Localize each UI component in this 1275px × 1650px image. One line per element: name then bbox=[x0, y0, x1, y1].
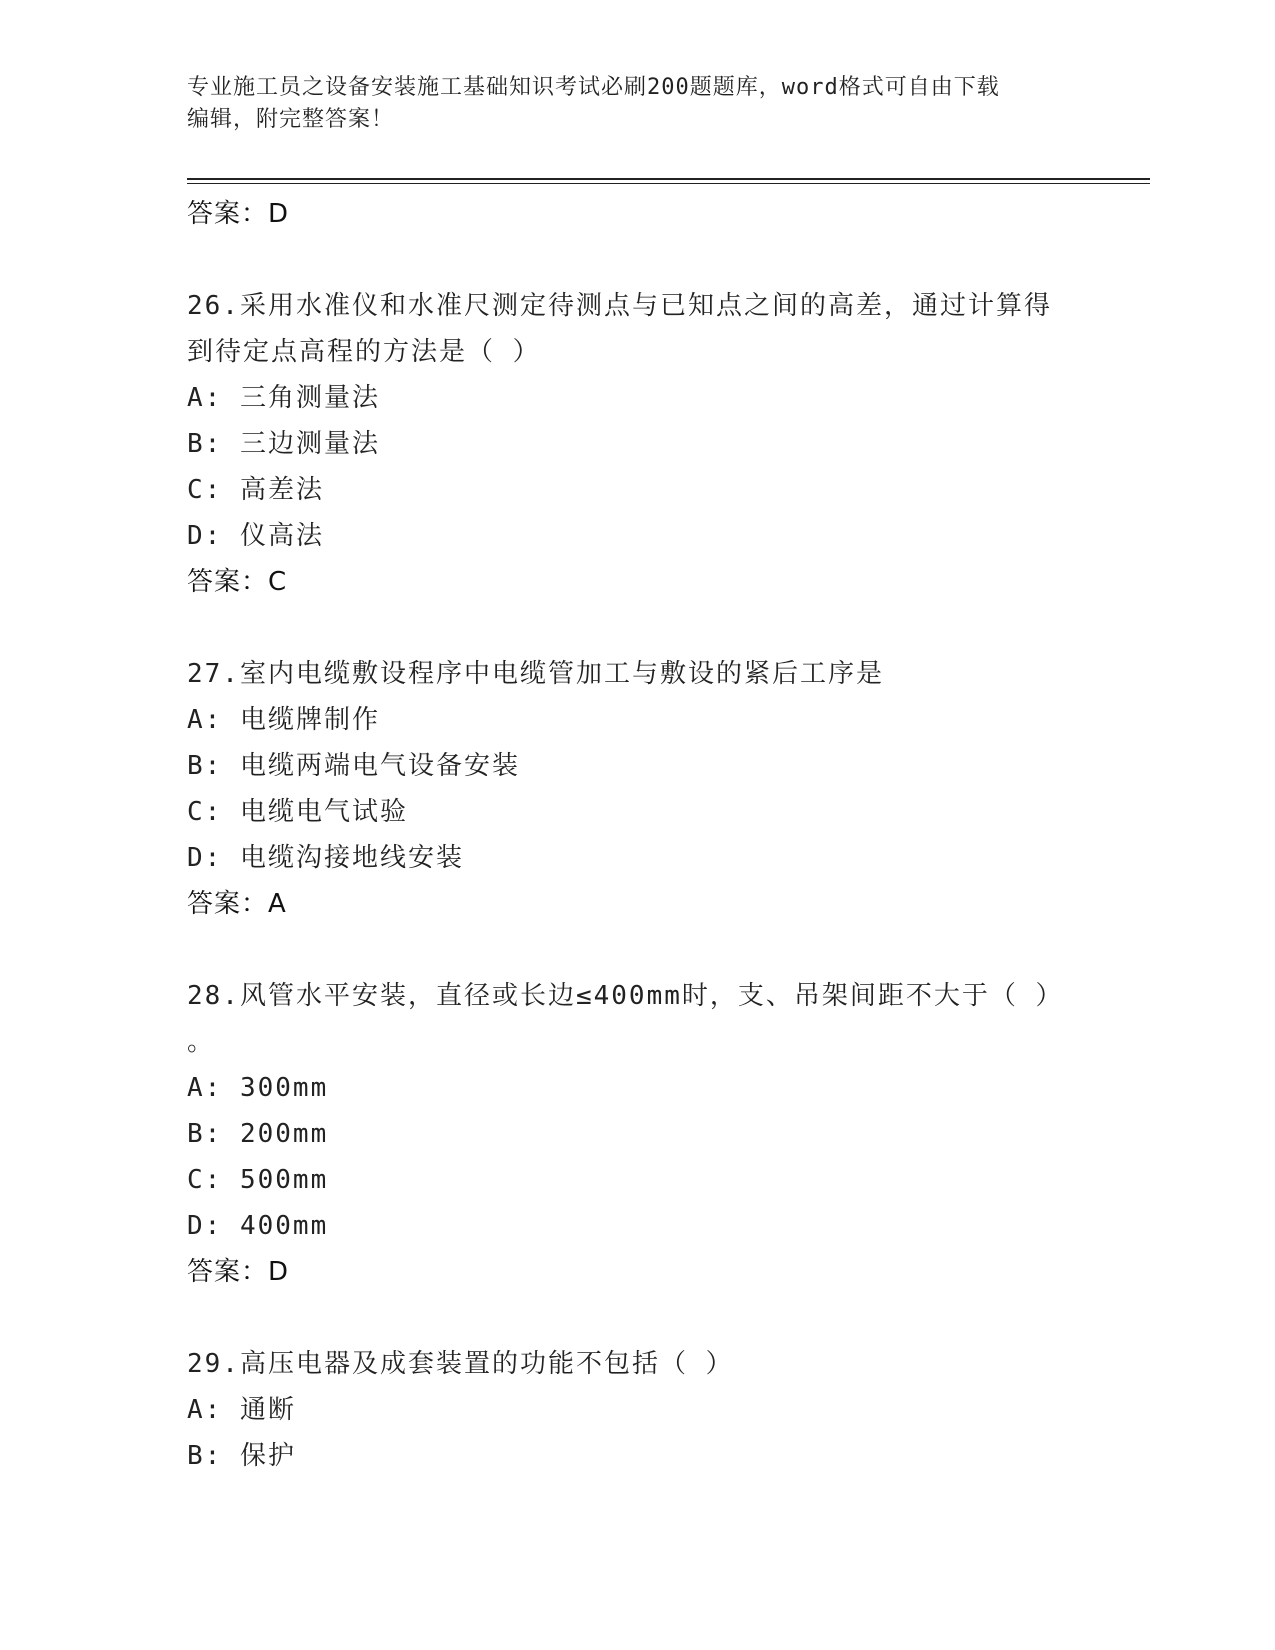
spacer bbox=[187, 927, 1087, 973]
option-b: B: 电缆两端电气设备安装 bbox=[187, 751, 520, 781]
option-b: B: 保护 bbox=[187, 1441, 296, 1471]
header-line-1: 专业施工员之设备安装施工基础知识考试必刷200题题库，word格式可自由下载 bbox=[187, 75, 1000, 100]
header-rule-thick bbox=[187, 178, 1150, 180]
option-a: A: 电缆牌制作 bbox=[187, 705, 380, 735]
question-26 bbox=[187, 283, 1087, 605]
option-a: A: 通断 bbox=[187, 1395, 296, 1425]
question-27 bbox=[187, 651, 1087, 927]
previous-answer: 答案：D bbox=[187, 199, 290, 229]
document-header bbox=[187, 72, 1067, 136]
question-text: 27.室内电缆敷设程序中电缆管加工与敷设的紧后工序是 bbox=[187, 659, 884, 689]
spacer bbox=[187, 237, 1087, 283]
question-text: 26.采用水准仪和水准尺测定待测点与已知点之间的高差，通过计算得 bbox=[187, 291, 1052, 321]
option-c: C: 500mm bbox=[187, 1165, 329, 1195]
answer: 答案：A bbox=[187, 889, 287, 919]
option-c: C: 高差法 bbox=[187, 475, 324, 505]
option-d: D: 400mm bbox=[187, 1211, 329, 1241]
question-text: 。 bbox=[187, 1027, 216, 1057]
document-body bbox=[187, 191, 1087, 1479]
question-text: 29.高压电器及成套装置的功能不包括（ ） bbox=[187, 1349, 734, 1379]
option-b: B: 三边测量法 bbox=[187, 429, 380, 459]
option-a: A: 300mm bbox=[187, 1073, 329, 1103]
answer: 答案：D bbox=[187, 1257, 290, 1287]
question-29 bbox=[187, 1341, 1087, 1479]
option-d: D: 电缆沟接地线安装 bbox=[187, 843, 464, 873]
option-a: A: 三角测量法 bbox=[187, 383, 380, 413]
question-text: 到待定点高程的方法是（ ） bbox=[187, 337, 541, 367]
header-line-2: 编辑，附完整答案！ bbox=[187, 107, 395, 132]
question-28 bbox=[187, 973, 1087, 1295]
option-b: B: 200mm bbox=[187, 1119, 329, 1149]
option-c: C: 电缆电气试验 bbox=[187, 797, 408, 827]
spacer bbox=[187, 1295, 1087, 1341]
option-d: D: 仪高法 bbox=[187, 521, 324, 551]
spacer bbox=[187, 605, 1087, 651]
question-text: 28.风管水平安装，直径或长边≤400mm时，支、吊架间距不大于（ ） bbox=[187, 981, 1064, 1011]
answer: 答案：C bbox=[187, 567, 288, 597]
header-rule-thin bbox=[187, 183, 1150, 184]
